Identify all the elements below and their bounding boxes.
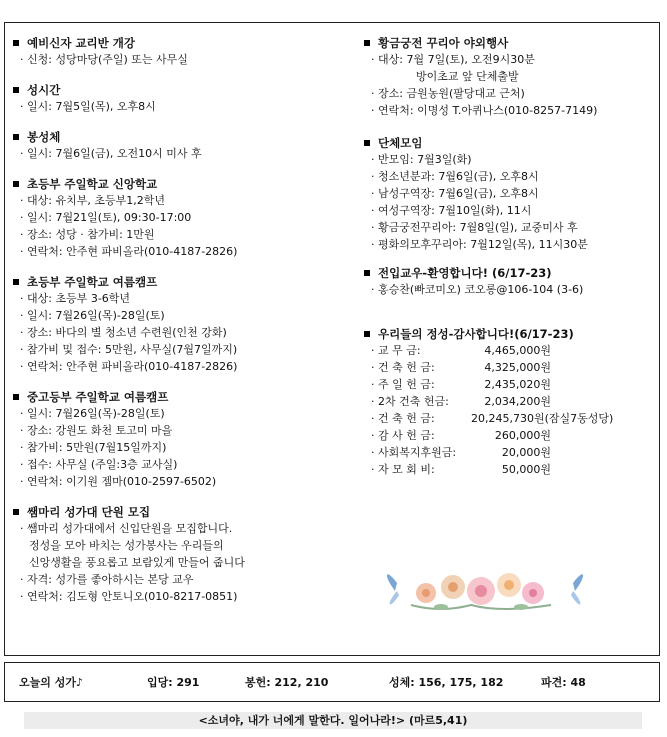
offering-label: 자 모 회 비: <box>378 463 435 476</box>
section-groups: 단체모임 · 반모임: 7월3일(화) · 청소년분과: 7월6일(금), 오후8시 · 남성구역장: 7월6일(금), 오후8시 · 여성구역장: 7월10일(화), 11시 · 황금궁전꾸리아: 7월8일(일), 교중미사 후 · 평화의모후꾸리아: 7월12일(목), 11시30분 <box>362 135 657 253</box>
notice-line: 정성을 모아 바치는 성가봉사는 우리들의 <box>29 539 224 552</box>
section-title: 봉성체 <box>27 130 61 144</box>
group-line: 반모임: 7월3일(화) <box>378 153 472 166</box>
section-notice: 중고등부 주일학교 여름캠프 · 일시: 7월26일(목)-28일(토) · 장소: 강원도 화천 토고미 마을 · 참가비: 5만원(7월15일까지) · 접수: 사무실 (주일:3층 교사실) · 연락처: 이기원 젬마(010-2597-6502) <box>11 389 356 490</box>
bullet-square <box>13 134 19 140</box>
offering-label: 건 축 헌 금: <box>378 412 435 425</box>
offering-amount: 2,435,020원 <box>484 378 551 391</box>
offering-label: 주 일 헌 금: <box>378 378 435 391</box>
offering-row: · 사회복지후원금: 20,000원 <box>371 446 551 459</box>
offering-amount: 260,000원 <box>494 429 551 442</box>
bullet-square <box>364 140 370 146</box>
section-notice: 초등부 주일학교 신앙학교 · 대상: 유치부, 초등부1,2학년 · 일시: 7월21일(토), 09:30-17:00 · 장소: 성당 · 참가비: 1만원 · 연락처: 안주현 파비올라(010-4187-2826) <box>11 176 356 260</box>
notice-line: 연락처: 안주현 파비올라(010-4187-2826) <box>27 245 238 258</box>
bullet-square <box>13 394 19 400</box>
section-outing: 황금궁전 꾸리아 야외행사 · 대상: 7월 7일(토), 오전9시30분 방이초교 앞 단체출발 · 장소: 금원농원(팔당대교 근처) · 연락처: 이명성 T.아퀴나스(010-8257-7149) <box>362 35 657 119</box>
section-title: 중고등부 주일학교 여름캠프 <box>27 390 169 404</box>
bullet-square <box>13 87 19 93</box>
outing-line: 장소: 금원농원(팔당대교 근처) <box>378 87 525 100</box>
section-notice: 예비신자 교리반 개강 · 신청: 성당마당(주일) 또는 사무실 <box>11 35 356 68</box>
bullet-square <box>364 331 370 337</box>
flower-decoration <box>381 561 591 621</box>
hymn-bar <box>4 662 660 702</box>
section-title: 성시간 <box>27 83 61 97</box>
notice-line: 대상: 유치부, 초등부1,2학년 <box>27 194 165 207</box>
right-column <box>362 35 657 487</box>
bullet-square <box>13 509 19 515</box>
welcome-line: 홍승찬(빠코미오) 코오롱@106-104 (3-6) <box>378 283 584 296</box>
group-line: 여성구역장: 7월10일(화), 11시 <box>378 204 532 217</box>
left-column <box>11 35 356 614</box>
offering-row: · 건 축 헌 금: 20,245,730원(잠실7동성당) <box>371 412 614 425</box>
offering-amount: 4,465,000원 <box>484 344 551 357</box>
notice-line: 자격: 성가를 좋아하시는 본당 교우 <box>27 573 194 586</box>
notice-line: 연락처: 안주현 파비올라(010-4187-2826) <box>27 360 238 373</box>
notice-line: 신청: 성당마당(주일) 또는 사무실 <box>27 53 188 66</box>
hymn-communion: 성체: 156, 175, 182 <box>389 676 504 689</box>
scripture-quote: <소녀야, 내가 너에게 말한다. 일어나라!> (마르5,41) <box>24 712 642 729</box>
notice-line: 연락처: 김도형 안토니오(010-8217-0851) <box>27 590 238 603</box>
offering-row: · 교 무 금: 4,465,000원 <box>371 344 551 357</box>
bullet-square <box>13 181 19 187</box>
section-title: 우리들의 정성-감사합니다!(6/17-23) <box>378 327 574 341</box>
notice-line: 일시: 7월6일(금), 오전10시 미사 후 <box>27 147 202 160</box>
offering-label: 건 축 헌 금: <box>378 361 435 374</box>
section-title: 전입교우-환영합니다! (6/17-23) <box>378 266 552 280</box>
offering-row: · 건 축 헌 금: 4,325,000원 <box>371 361 551 374</box>
butterfly-right-icon <box>571 574 583 604</box>
section-title: 황금궁전 꾸리아 야외행사 <box>378 36 509 50</box>
notice-line: 장소: 바다의 별 청소년 수련원(인천 강화) <box>27 326 227 339</box>
section-title: 쌤마리 성가대 단원 모집 <box>27 505 151 519</box>
section-notice: 쌤마리 성가대 단원 모집 · 쌤마리 성가대에서 신입단원을 모집합니다. 정성을 모아 바치는 성가봉사는 우리들의 신앙생활을 풍요롭고 보람있게 만들어 줍니다 · 자격: 성가를 좋아하시는 본당 교우 · 연락처: 김도형 안토니오(010-8217-0851) <box>11 504 356 605</box>
hymn-entrance: 입당: 291 <box>147 676 200 689</box>
notice-line: 연락처: 이기원 젬마(010-2597-6502) <box>27 475 217 488</box>
section-title: 단체모임 <box>378 136 423 150</box>
section-title: 초등부 주일학교 여름캠프 <box>27 275 158 289</box>
outing-line: 연락처: 이명성 T.아퀴나스(010-8257-7149) <box>378 104 598 117</box>
hymn-label: 오늘의 성가♪ <box>19 676 83 689</box>
notice-line: 일시: 7월21일(토), 09:30-17:00 <box>27 211 192 224</box>
offering-row: · 감 사 헌 금: 260,000원 <box>371 429 551 442</box>
notice-line: 일시: 7월26일(목)-28일(토) <box>27 407 165 420</box>
hymn-offertory: 봉헌: 212, 210 <box>245 676 329 689</box>
section-notice: 봉성체 · 일시: 7월6일(금), 오전10시 미사 후 <box>11 129 356 162</box>
group-line: 청소년분과: 7월6일(금), 오후8시 <box>378 170 539 183</box>
bullet-square <box>13 279 19 285</box>
bullet-square <box>364 40 370 46</box>
group-line: 황금궁전꾸리아: 7월8일(일), 교중미사 후 <box>378 221 578 234</box>
bulletin-frame <box>4 22 660 656</box>
flower-icon <box>411 573 551 610</box>
section-welcome: 전입교우-환영합니다! (6/17-23) · 홍승찬(빠코미오) 코오롱@106-104 (3-6) <box>362 265 657 298</box>
offering-amount: 20,245,730원(잠실7동성당) <box>471 412 614 425</box>
section-notice: 초등부 주일학교 여름캠프 · 대상: 초등부 3-6학년 · 일시: 7월26일(목)-28일(토) · 장소: 바다의 별 청소년 수련원(인천 강화) · 참가비 및 접수: 5만원, 사무실(7월7일까지) · 연락처: 안주현 파비올라(010-4187-2826) <box>11 274 356 375</box>
offering-label: 감 사 헌 금: <box>378 429 435 442</box>
offering-row: · 2차 건축 헌금: 2,034,200원 <box>371 395 551 408</box>
notice-line: 접수: 사무실 (주일:3층 교사실) <box>27 458 178 471</box>
offering-row: · 주 일 헌 금: 2,435,020원 <box>371 378 551 391</box>
bullet-square <box>13 40 19 46</box>
offering-amount: 50,000원 <box>501 463 551 476</box>
offering-label: 2차 건축 헌금: <box>378 395 449 408</box>
notice-line: 대상: 초등부 3-6학년 <box>27 292 131 305</box>
group-line: 평화의모후꾸리아: 7월12일(목), 11시30분 <box>378 238 588 251</box>
notice-line: 일시: 7월26일(목)-28일(토) <box>27 309 165 322</box>
notice-line: 참가비: 5만원(7월15일까지) <box>27 441 167 454</box>
outing-line: 방이초교 앞 단체출발 <box>416 70 519 83</box>
section-thanks <box>362 326 657 478</box>
hymn-dismissal: 파견: 48 <box>541 676 586 689</box>
notice-line: 신앙생활을 풍요롭고 보람있게 만들어 줍니다 <box>29 556 245 569</box>
offering-label: 사회복지후원금: <box>378 446 457 459</box>
section-notice: 성시간 · 일시: 7월5일(목), 오후8시 <box>11 82 356 115</box>
notice-line: 일시: 7월5일(목), 오후8시 <box>27 100 156 113</box>
bullet-square <box>364 270 370 276</box>
notice-line: 참가비 및 접수: 5만원, 사무실(7월7일까지) <box>27 343 238 356</box>
offering-amount: 20,000원 <box>501 446 551 459</box>
section-title: 초등부 주일학교 신앙학교 <box>27 177 158 191</box>
notice-line: 장소: 성당 · 참가비: 1만원 <box>27 228 155 241</box>
offering-amount: 2,034,200원 <box>484 395 551 408</box>
group-line: 남성구역장: 7월6일(금), 오후8시 <box>378 187 539 200</box>
notice-line: 쌤마리 성가대에서 신입단원을 모집합니다. <box>27 522 233 535</box>
outing-line: 대상: 7월 7일(토), 오전9시30분 <box>378 53 535 66</box>
offering-label: 교 무 금: <box>378 344 421 357</box>
offering-row: · 자 모 회 비: 50,000원 <box>371 463 551 476</box>
butterfly-left-icon <box>387 574 399 604</box>
notice-line: 장소: 강원도 화천 토고미 마을 <box>27 424 173 437</box>
offering-amount: 4,325,000원 <box>484 361 551 374</box>
section-title: 예비신자 교리반 개강 <box>27 36 135 50</box>
